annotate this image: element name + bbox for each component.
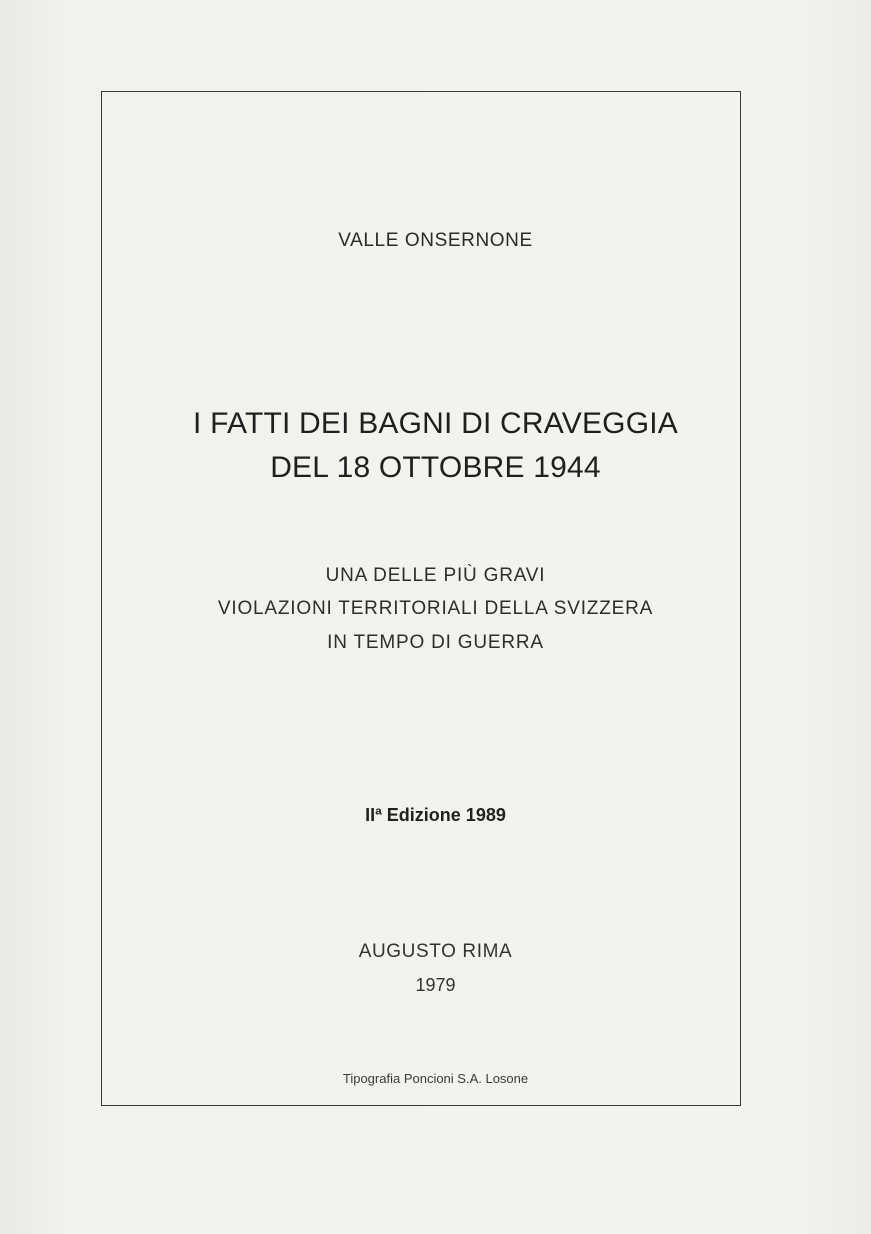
publication-year: 1979: [415, 975, 456, 995]
title-line-1: I FATTI DEI BAGNI DI CRAVEGGIA: [193, 407, 678, 440]
region-label: VALLE ONSERNONE: [338, 230, 533, 251]
subtitle-line-3: IN TEMPO DI GUERRA: [327, 632, 544, 653]
edition-label: IIª Edizione 1989: [365, 805, 506, 825]
subtitle-line-1: UNA DELLE PIÙ GRAVI: [325, 565, 546, 586]
subtitle-line-2: VIOLAZIONI TERRITORIALI DELLA SVIZZERA: [217, 598, 654, 619]
title-line-2: DEL 18 OTTOBRE 1944: [270, 451, 601, 484]
printer-credit: Tipografia Poncioni S.A. Losone: [342, 1071, 529, 1086]
author-name: AUGUSTO RIMA: [358, 941, 513, 962]
